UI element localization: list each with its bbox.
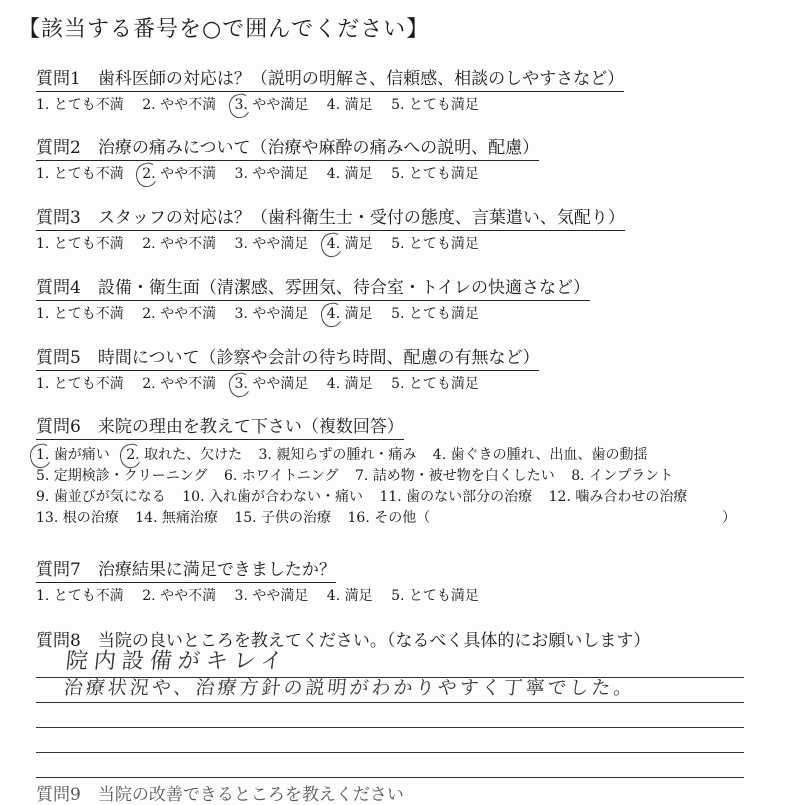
option-2[interactable]: 2. やや不満	[142, 166, 217, 182]
option-1[interactable]: 1. とても不満	[36, 166, 124, 182]
reason-row-4	[36, 507, 776, 528]
handwritten-answer-1: 院内設備がキレイ	[64, 649, 290, 674]
option-2[interactable]: 2. やや不満	[142, 236, 217, 252]
reason-option-10[interactable]: 10. 入れ歯が合わない・痛い	[182, 489, 363, 505]
write-line	[36, 728, 744, 753]
option-3[interactable]: 3. やや満足	[234, 588, 309, 604]
question-6	[36, 412, 776, 528]
write-line	[36, 703, 744, 728]
reason-option-6[interactable]: 6. ホワイトニング	[223, 468, 339, 484]
option-4[interactable]: 4. 満足	[326, 306, 373, 322]
reason-row-2	[36, 465, 776, 486]
reason-option-13[interactable]: 13. 根の治療	[36, 510, 119, 526]
option-5[interactable]: 5. とても満足	[391, 166, 479, 182]
reason-option-1[interactable]: 1. 歯が痛い	[36, 447, 110, 463]
write-line	[36, 753, 744, 778]
option-5[interactable]: 5. とても満足	[391, 306, 479, 322]
option-4[interactable]: 4. 満足	[326, 236, 373, 252]
question-2	[36, 133, 776, 183]
question-title: 質問1 歯科医師の対応は？（説明の明解さ、信頼感、相談のしやすさなど）	[36, 64, 624, 92]
option-4[interactable]: 4. 満足	[326, 376, 373, 392]
reason-option-5[interactable]: 5. 定期検診・クリーニング	[36, 468, 208, 484]
option-5[interactable]: 5. とても満足	[391, 97, 479, 113]
reason-option-11[interactable]: 11. 歯のない部分の治療	[379, 489, 533, 505]
answer-options	[36, 233, 776, 253]
reason-option-16[interactable]: 16. その他（	[347, 510, 431, 526]
question-title: 質問2 治療の痛みについて（治療や麻酔の痛みへの説明、配慮）	[36, 133, 539, 161]
option-4[interactable]: 4. 満足	[326, 588, 373, 604]
reason-option-14[interactable]: 14. 無痛治療	[135, 510, 218, 526]
answer-options	[36, 303, 776, 323]
write-line	[36, 678, 744, 703]
option-1[interactable]: 1. とても不満	[36, 236, 124, 252]
reason-row-1	[36, 444, 776, 465]
option-5[interactable]: 5. とても満足	[391, 376, 479, 392]
option-2[interactable]: 2. やや不満	[142, 588, 217, 604]
reason-option-8[interactable]: 8. インプラント	[571, 468, 674, 484]
reason-option-12[interactable]: 12. 噛み合わせの治療	[548, 489, 688, 505]
option-5[interactable]: 5. とても満足	[391, 236, 479, 252]
question-title: 質問3 スタッフの対応は？（歯科衛生士・受付の態度、言葉遣い、気配り）	[36, 203, 625, 231]
question-title: 質問7 治療結果に満足できましたか？	[36, 555, 336, 583]
question-7	[36, 555, 776, 605]
question-title: 質問8 当院の良いところを教えてください。（なるべく具体的にお願いします）	[36, 631, 651, 651]
option-4[interactable]: 4. 満足	[326, 97, 373, 113]
question-title: 質問4 設備・衛生面（清潔感、雰囲気、待合室・トイレの快適さなど）	[36, 273, 590, 301]
instruction-header: 【該当する番号を○で囲んでください】	[18, 17, 430, 42]
option-3[interactable]: 3. やや満足	[234, 166, 309, 182]
answer-options	[36, 94, 776, 114]
option-2[interactable]: 2. やや不満	[142, 376, 217, 392]
option-3[interactable]: 3. やや満足	[234, 376, 309, 392]
answer-options	[36, 585, 776, 605]
question-title: 質問5 時間について（診察や会計の待ち時間、配慮の有無など）	[36, 343, 539, 371]
question-9-title: 質問9 当院の改善できるところを教えください	[36, 785, 404, 805]
answer-writing-area[interactable]	[36, 649, 744, 778]
option-2[interactable]: 2. やや不満	[142, 97, 217, 113]
reason-option-2[interactable]: 2. 取れた、欠けた	[126, 447, 243, 463]
option-2[interactable]: 2. やや不満	[142, 306, 217, 322]
option-1[interactable]: 1. とても不満	[36, 306, 124, 322]
option-1[interactable]: 1. とても不満	[36, 376, 124, 392]
option-1[interactable]: 1. とても不満	[36, 97, 124, 113]
option-3[interactable]: 3. やや満足	[234, 236, 309, 252]
question-title: 質問6 来院の理由を教えて下さい（複数回答）	[36, 412, 404, 440]
option-5[interactable]: 5. とても満足	[391, 588, 479, 604]
reason-option-3[interactable]: 3. 親知らずの腫れ・痛み	[258, 447, 417, 463]
reason-row-3	[36, 486, 776, 507]
handwritten-answer-2: 治療状況や、治療方針の説明がわかりやすく丁寧でした。	[62, 677, 637, 699]
question-3	[36, 203, 776, 253]
answer-options	[36, 373, 776, 393]
answer-options	[36, 163, 776, 183]
option-3[interactable]: 3. やや満足	[234, 306, 309, 322]
option-4[interactable]: 4. 満足	[326, 166, 373, 182]
other-paren-close: ）	[722, 510, 736, 526]
question-4	[36, 273, 776, 323]
reason-option-9[interactable]: 9. 歯並びが気になる	[36, 489, 166, 505]
reason-option-7[interactable]: 7. 詰め物・被せ物を白くしたい	[355, 468, 555, 484]
question-5	[36, 343, 776, 393]
reason-option-15[interactable]: 15. 子供の治療	[234, 510, 332, 526]
reason-option-4[interactable]: 4. 歯ぐきの腫れ、出血、歯の動揺	[432, 447, 648, 463]
option-3[interactable]: 3. やや満足	[234, 97, 309, 113]
option-1[interactable]: 1. とても不満	[36, 588, 124, 604]
question-1	[36, 64, 776, 114]
